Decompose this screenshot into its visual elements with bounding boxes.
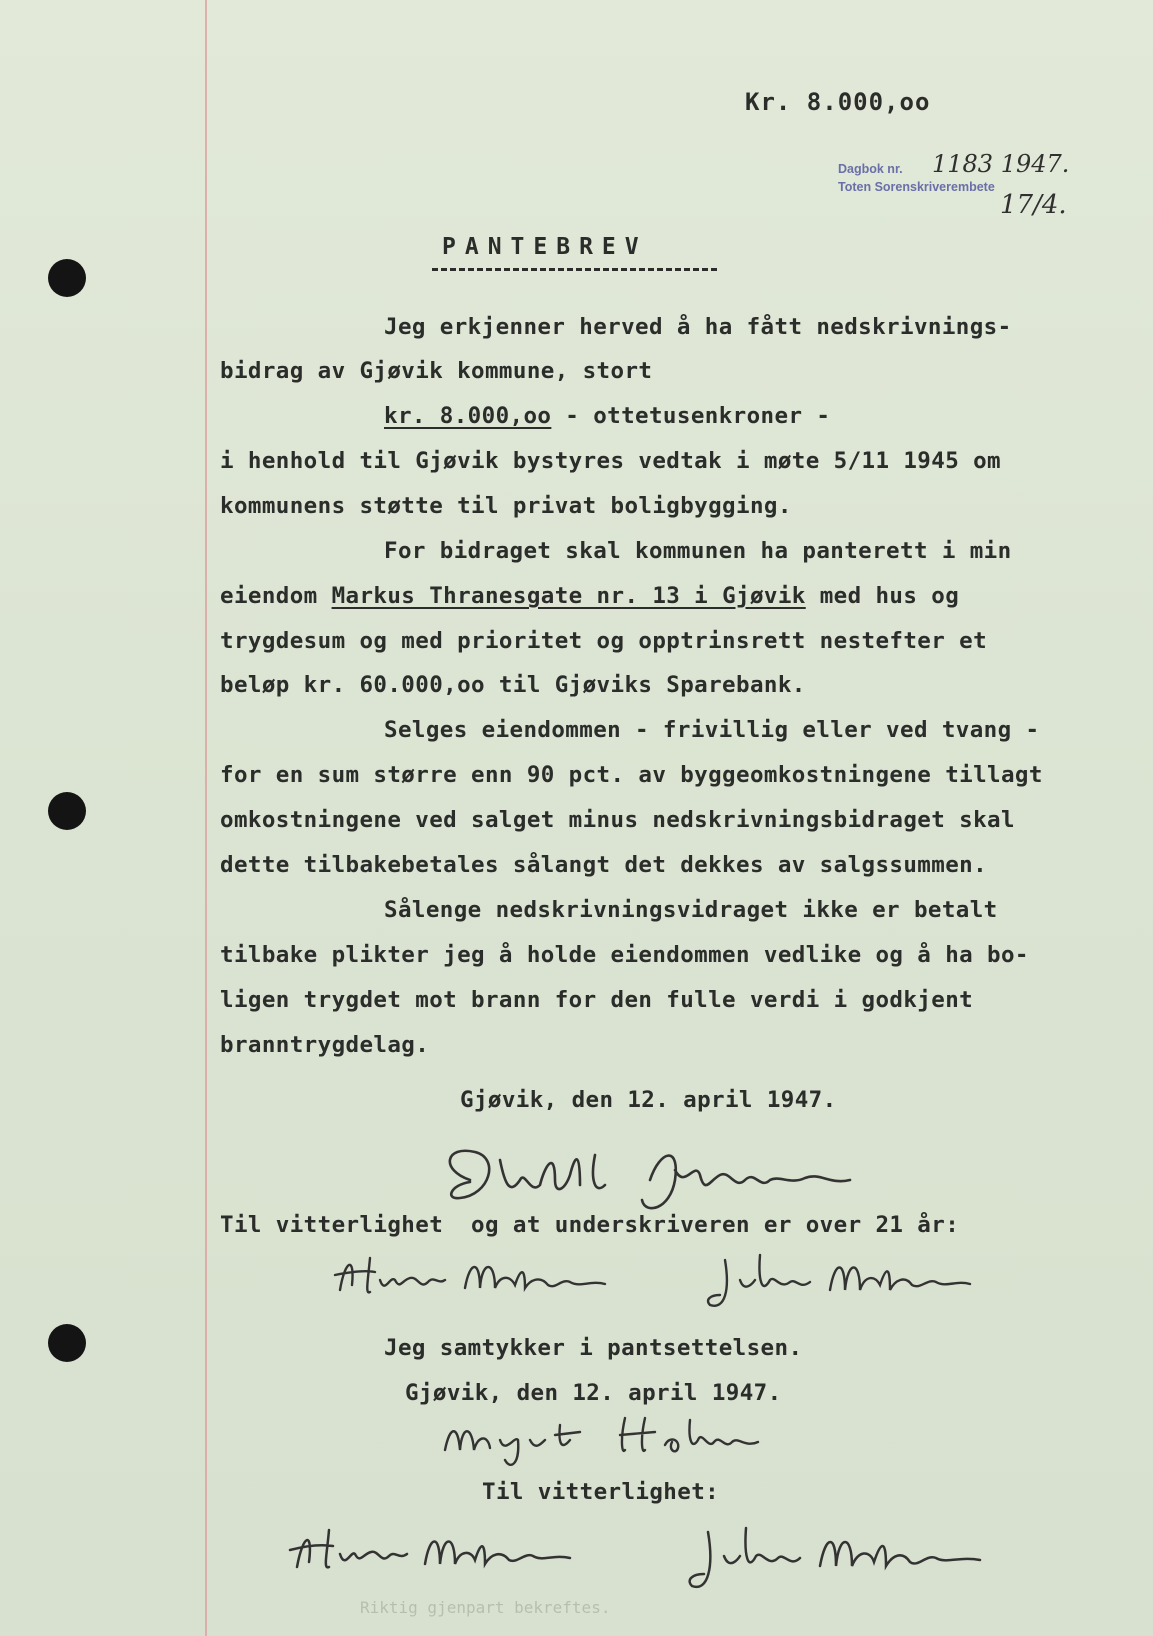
body-line: i henhold til Gjøvik bystyres vedtak i møte 5/11 1945 om [220,448,1001,474]
signature-witness-2 [700,1250,1040,1320]
stamp-line-1: Dagbok nr. [838,162,903,176]
body-line: Jeg erkjenner herved å ha fått nedskrivnings- [384,314,1012,340]
property-line [220,582,959,610]
signature-spouse [440,1410,800,1470]
punch-hole [48,792,86,830]
body-line: branntrygdelag. [220,1032,430,1058]
body-line: tilbake plikter jeg å holde eiendommen vedlike og å ha bo- [220,942,1029,968]
body-line: omkostningene ved salget minus nedskrivningsbidraget skal [220,807,1015,833]
stamp-number: 1183 1947. [932,150,1070,178]
body-line: ligen trygdet mot brann for den fulle verdi i godkjent [220,987,974,1013]
body-line: Selges eiendommen - frivillig eller ved tvang - [384,717,1040,743]
body-line: kommunens støtte til privat boligbygging. [220,493,792,519]
body-line: for en sum større enn 90 pct. av byggeomkostningene tillagt [220,762,1043,788]
document-title: PANTEBREV [442,234,648,260]
property-prefix: eiendom [220,583,332,609]
witness-statement: Til vitterlighet og at underskriveren er over 21 år: [220,1212,960,1238]
amount-words: - ottetusenkroner - [551,403,831,429]
body-line: dette tilbakebetales sålangt det dekkes av salgssummen. [220,852,988,878]
punch-hole [48,259,86,297]
body-line: Sålenge nedskrivningsvidraget ikke er betalt [384,897,998,923]
amount-line [384,402,830,430]
signature-owner [430,1140,910,1220]
place-date: Gjøvik, den 12. april 1947. [460,1087,837,1113]
body-line: trygdesum og med prioritet og opptrinsrett nestefter et [220,628,988,654]
body-line: For bidraget skal kommunen ha panterett i min [384,538,1012,564]
faded-stamp: Riktig gjenpart bekreftes. [360,1598,611,1617]
stamp-line-2: Toten Sorenskriverembete [838,180,995,194]
title-underline [432,268,717,271]
body-line: bidrag av Gjøvik kommune, stort [220,358,653,384]
signature-witness-1 [330,1250,690,1310]
body-line: beløp kr. 60.000,oo til Gjøviks Sparebank. [220,672,806,698]
stamp-date: 17/4. [1000,190,1067,220]
signature-witness-3 [285,1522,645,1592]
witness-label: Til vitterlighet: [482,1479,720,1505]
consent-statement: Jeg samtykker i pantsettelsen. [384,1335,803,1361]
margin-line [205,0,207,1636]
property-address: Markus Thranesgate nr. 13 i Gjøvik [331,583,806,609]
punch-hole [48,1324,86,1362]
property-suffix: med hus og [805,583,960,609]
signature-witness-4 [680,1522,1060,1602]
place-date-2: Gjøvik, den 12. april 1947. [405,1380,782,1406]
amount-underlined: kr. 8.000,oo [384,403,552,429]
amount-heading: Kr. 8.000,oo [745,88,931,116]
